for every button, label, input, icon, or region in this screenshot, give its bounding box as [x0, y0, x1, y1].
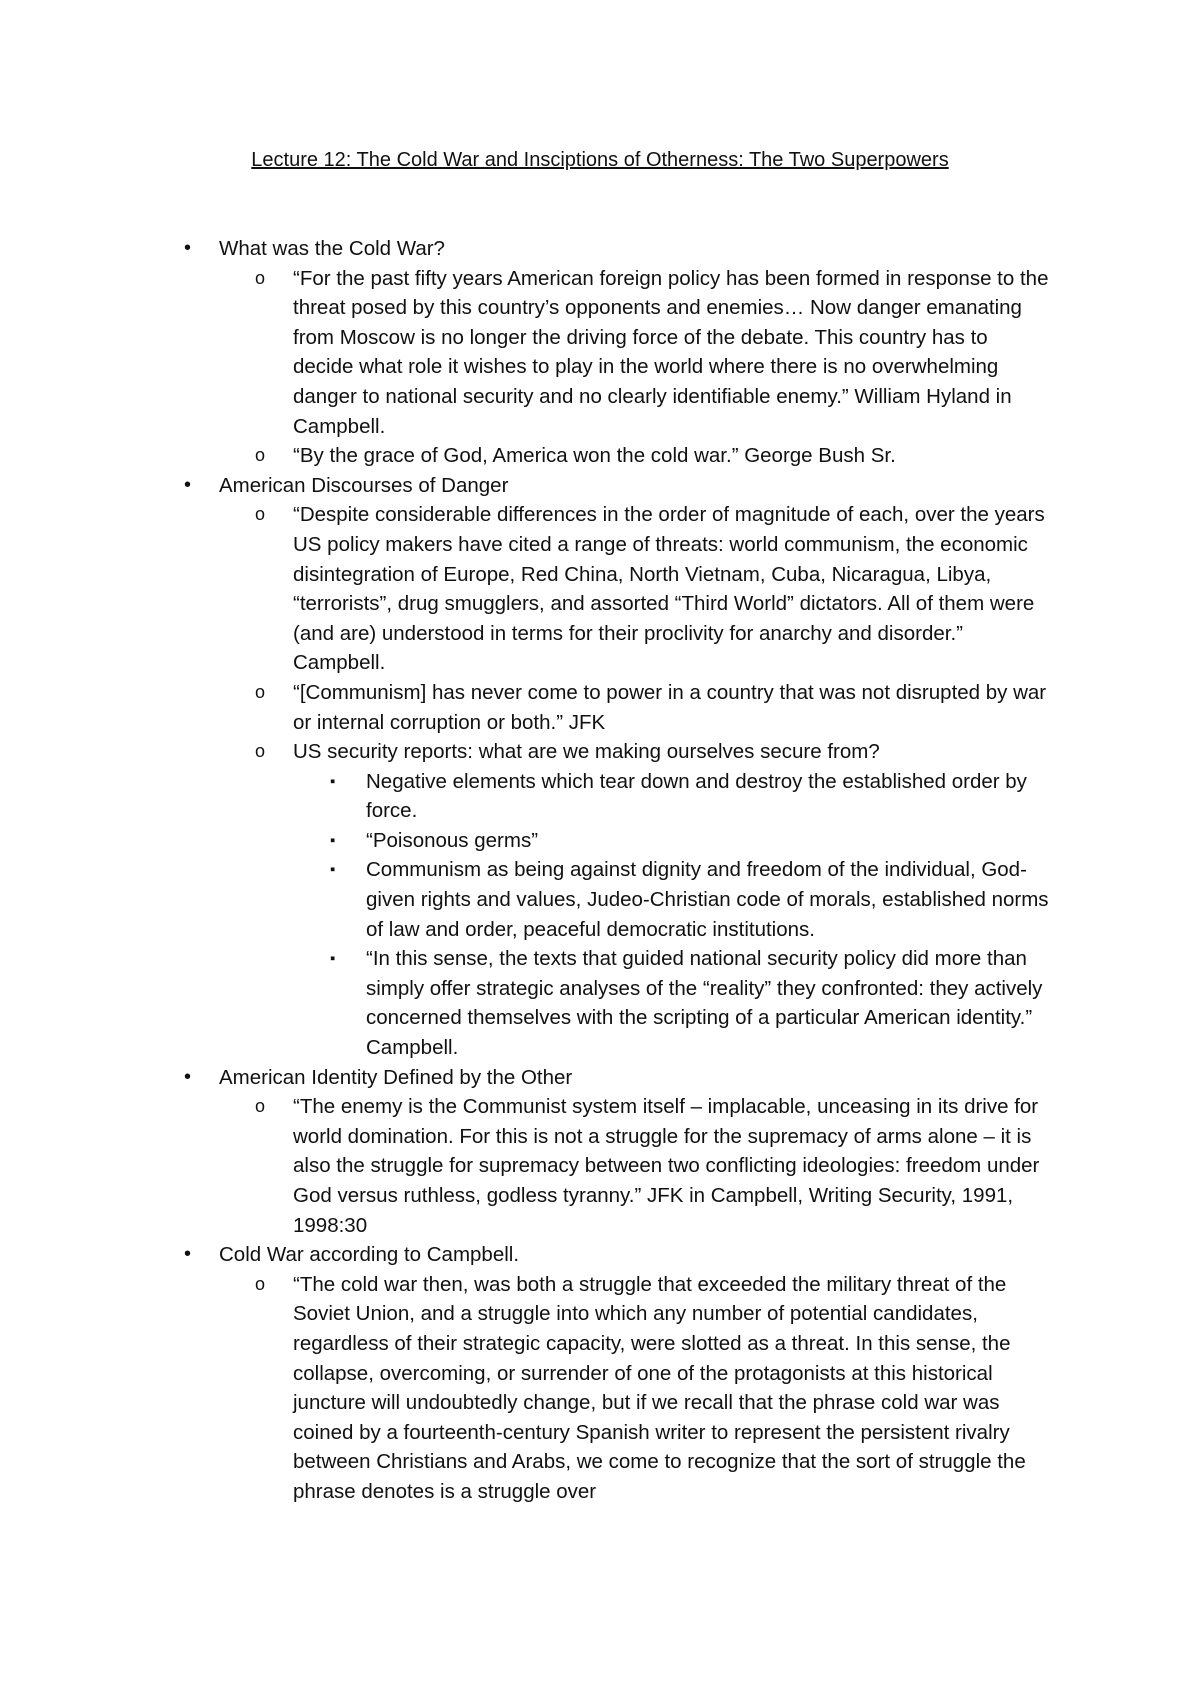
nested-item-text: Communism as being against dignity and freedom of the individual, God-given rights and values, Judeo-Christian code of morals, established norms of law and order, peaceful democratic institutions. — [366, 858, 1049, 941]
section-item — [0, 471, 1049, 1063]
bullet-disc-icon: • — [184, 1065, 192, 1088]
document-body — [0, 234, 1200, 1507]
bullet-square-icon: ▪ — [330, 831, 336, 849]
nested-item-text: Negative elements which tear down and destroy the established order by force. — [366, 769, 1027, 823]
nested-list — [293, 767, 1049, 1063]
bullet-circle-icon: o — [255, 267, 266, 288]
list-item — [0, 678, 1049, 737]
nested-list-item — [0, 826, 1059, 856]
bullet-circle-icon: o — [255, 1096, 266, 1117]
section-item — [0, 1240, 1049, 1506]
list-item — [0, 1270, 1049, 1507]
section-heading: Cold War according to Campbell. — [219, 1243, 520, 1267]
list-item — [0, 264, 1049, 442]
list-item-text: “[Communism] has never come to power in a country that was not disrupted by war or internal corruption or both.” JFK — [293, 680, 1047, 734]
bullet-disc-icon: • — [184, 473, 192, 496]
section-item — [0, 1063, 1049, 1241]
nested-list-item — [0, 855, 1059, 944]
list-item-text: “For the past fifty years American foreign policy has been formed in response to the threat posed by this country’s opponents and enemies… Now danger emanating from Moscow is no longer the driving force of the debate. This country has to decide what role it wishes to play in the world where there is no overwhelming danger to national security and no clearly identifiable enemy.” William Hyland in Campbell. — [293, 266, 1049, 438]
bullet-disc-icon: • — [184, 237, 192, 259]
bullet-square-icon: ▪ — [330, 950, 336, 968]
outline-list — [0, 234, 1200, 1507]
section-heading: American Identity Defined by the Other — [219, 1065, 573, 1089]
sub-list — [219, 1092, 1049, 1240]
list-item-text: “By the grace of God, America won the cold war.” George Bush Sr. — [293, 444, 896, 468]
bullet-square-icon: ▪ — [330, 772, 336, 790]
list-item-text: “The enemy is the Communist system itself – implacable, unceasing in its drive for world domination. For this is not a struggle for the supremacy of arms alone – it is also the struggle for supremacy between two conflicting ideologies: freedom under God versus ruthless, godless tyranny.” JFK in Campbell, Writing Security, 1991, 1998:30 — [293, 1095, 1040, 1237]
bullet-square-icon: ▪ — [330, 861, 336, 879]
list-item — [0, 737, 1049, 1063]
section-heading: What was the Cold War? — [219, 237, 445, 260]
sub-list — [219, 500, 1049, 1062]
sub-list — [219, 1270, 1049, 1507]
list-item — [0, 441, 1049, 471]
bullet-circle-icon: o — [255, 445, 266, 466]
bullet-circle-icon: o — [255, 681, 266, 702]
bullet-circle-icon: o — [255, 741, 266, 762]
list-item — [0, 1092, 1049, 1240]
list-item-text: “The cold war then, was both a struggle that exceeded the military threat of the Soviet Union, and a struggle into which any number of potential candidates, regardless of their strategic capacity, were slotted as a threat. In this sense, the collapse, overcoming, or surrender of one of the protagonists at this historical juncture will undoubtedly change, but if we recall that the phrase cold war was coined by a fourteenth-century Spanish writer to represent the persistent rivalry between Christians and Arabs, we come to recognize that the sort of struggle the phrase denotes is a struggle over — [293, 1272, 1026, 1503]
nested-item-text: “Poisonous germs” — [366, 828, 539, 852]
bullet-disc-icon: • — [184, 1243, 192, 1266]
section-item — [0, 234, 1049, 471]
list-item-text: “Despite considerable differences in the order of magnitude of each, over the years US policy makers have cited a range of threats: world communism, the economic disintegration of Europe, Red China, North Vietnam, Cuba, Nicaragua, Libya, “terrorists”, drug smugglers, and assorted “Third World” dictators. All of them were (and are) understood in terms for their proclivity for anarchy and disorder.” Campbell. — [293, 503, 1045, 675]
section-heading: American Discourses of Danger — [219, 473, 509, 497]
bullet-circle-icon: o — [255, 504, 266, 525]
nested-list-item — [0, 944, 1059, 1062]
bullet-circle-icon: o — [255, 1273, 266, 1294]
sub-list — [219, 264, 1049, 471]
nested-list-item — [0, 767, 1059, 826]
list-item-text: US security reports: what are we making ourselves secure from? — [293, 740, 880, 764]
list-item — [0, 500, 1049, 678]
page-title: Lecture 12: The Cold War and Insciptions of Otherness: The Two Superpowers — [251, 149, 949, 171]
nested-item-text: “In this sense, the texts that guided national security policy did more than simply offer strategic analyses of the “reality” they confronted: they actively concerned themselves with the scripting of a particular American identity.” Campbell. — [366, 947, 1043, 1060]
